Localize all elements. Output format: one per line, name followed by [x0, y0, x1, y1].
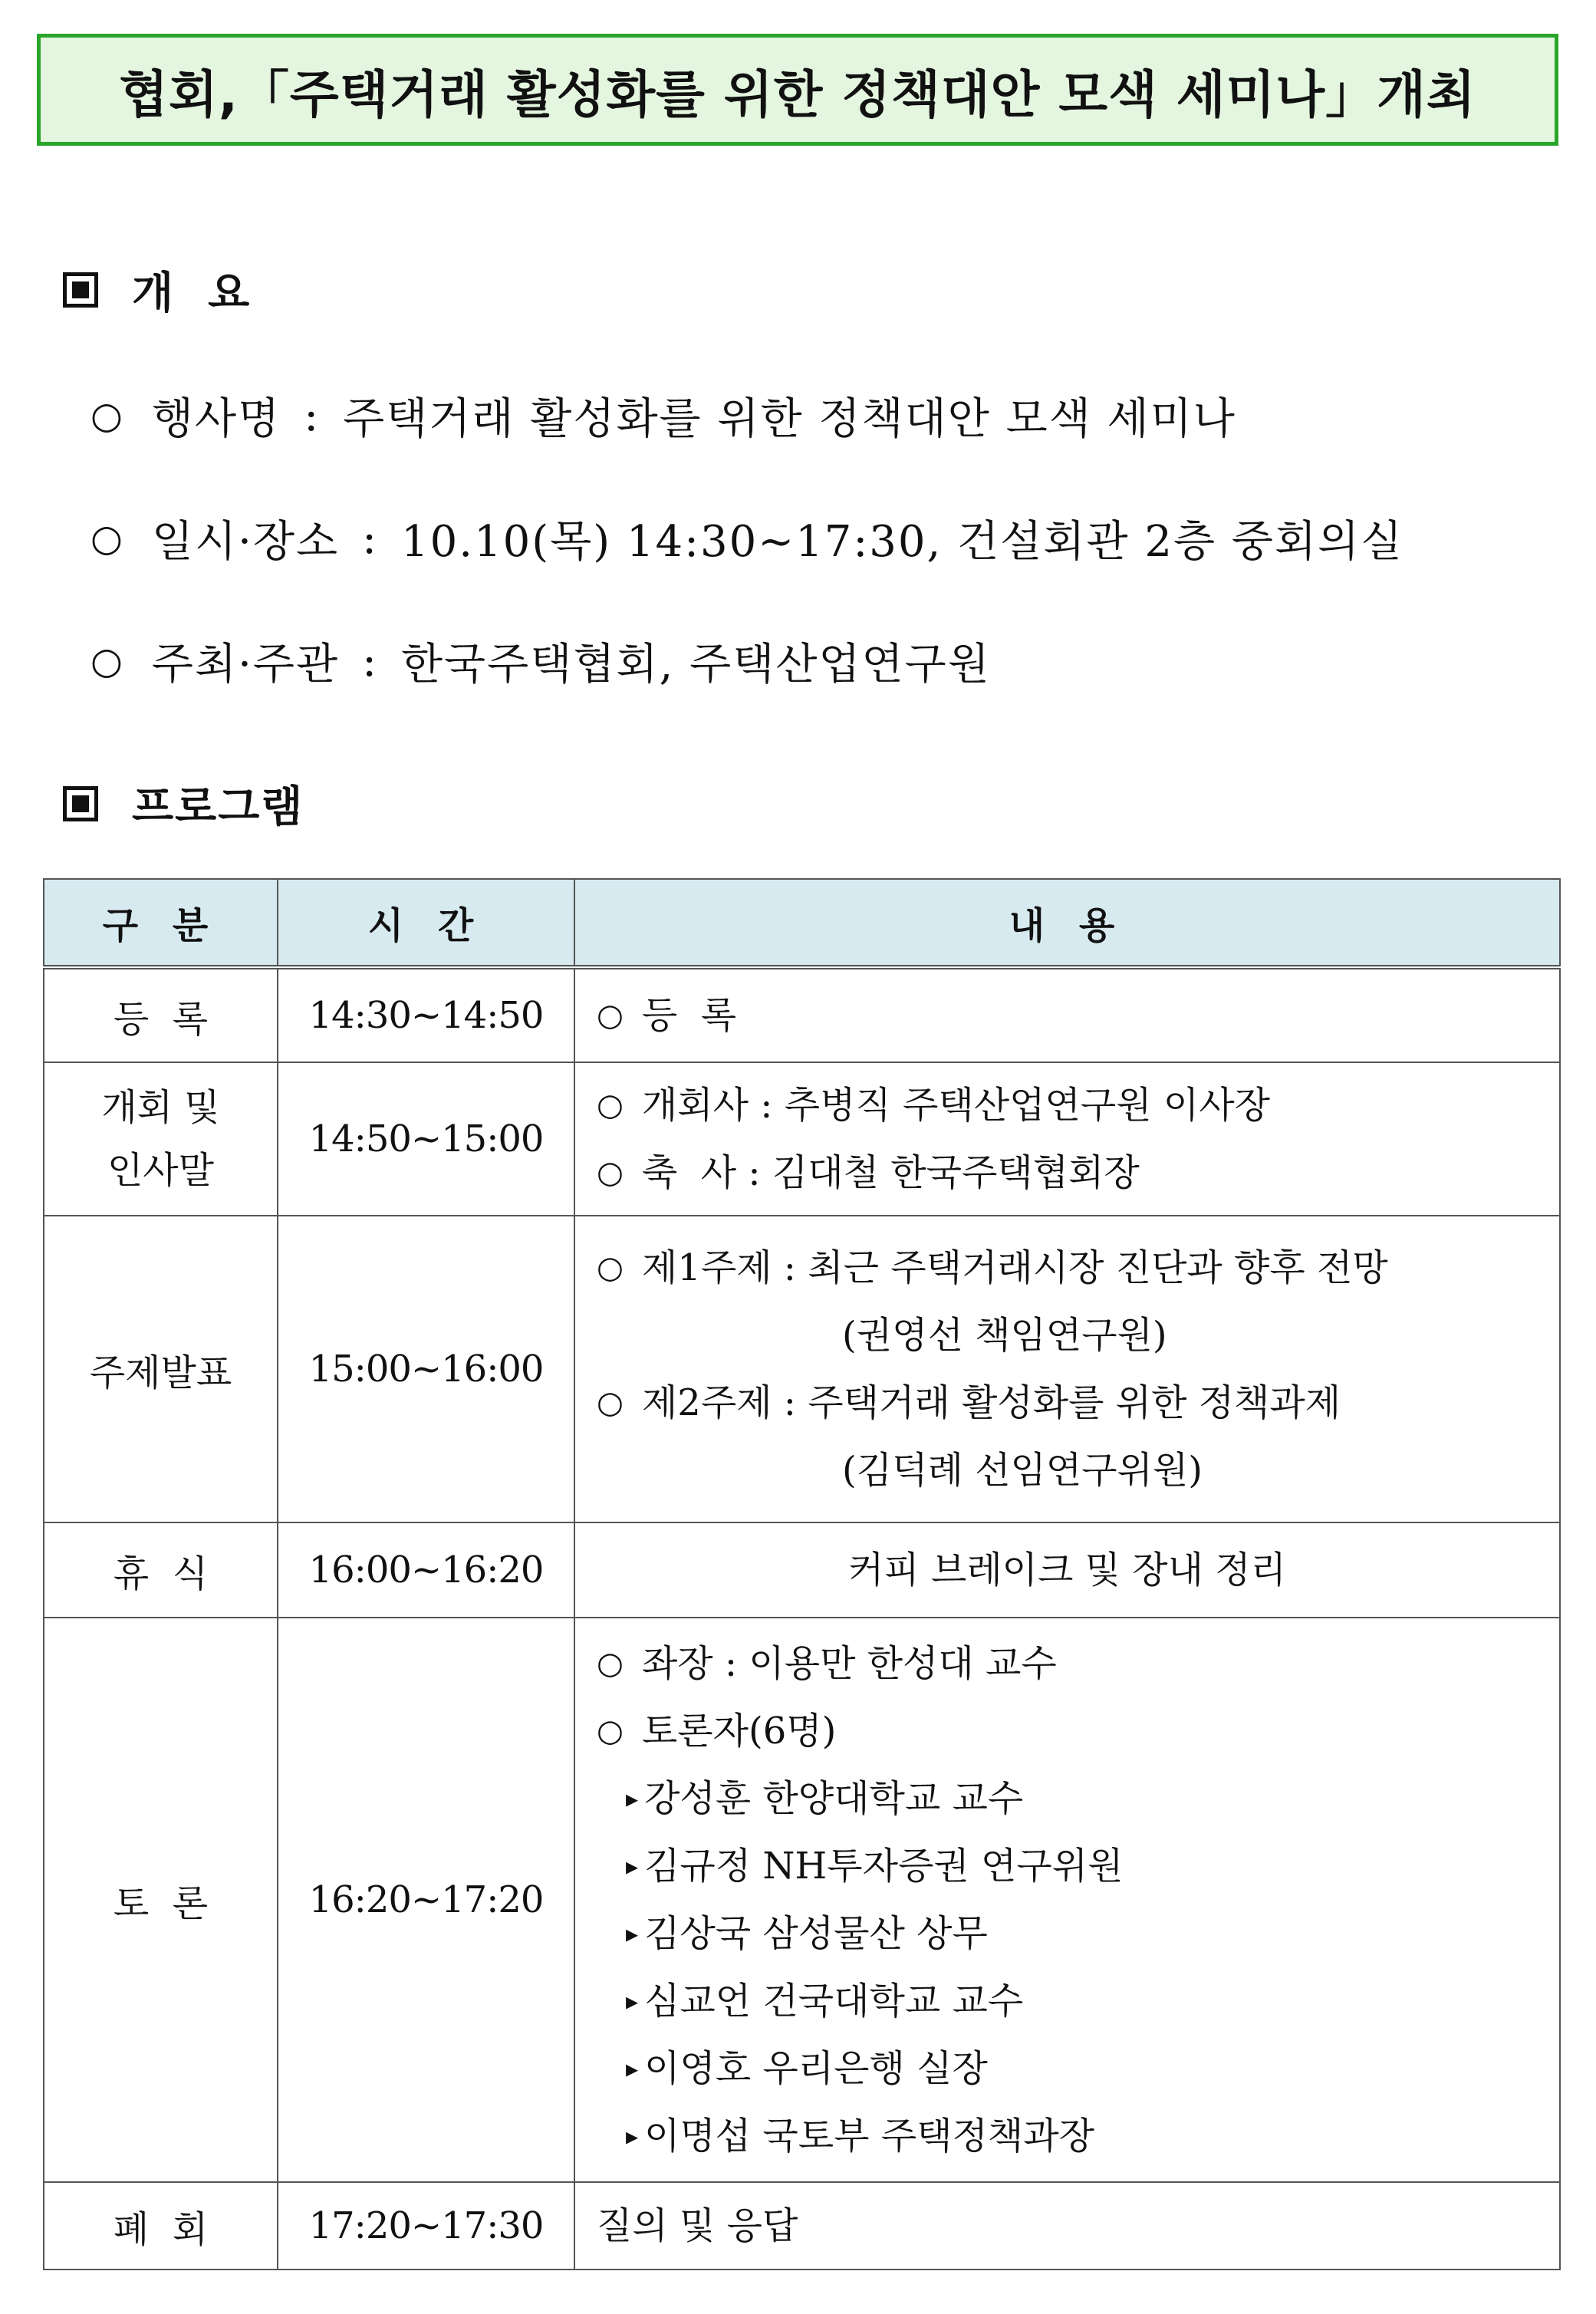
topic-text: 제2주제 : 주택거래 활성화를 위한 정책과제 [641, 1381, 1341, 1424]
square-bullet-icon [63, 272, 98, 308]
circle-bullet-icon: ○ [597, 998, 624, 1033]
program-table [43, 878, 1561, 2270]
time-cell: 16:00~16:20 [278, 1522, 574, 1618]
circle-bullet-icon: ○ [597, 1646, 624, 1681]
content-text: 질의 및 응답 [597, 2204, 798, 2247]
overview-label: 행사명 [151, 394, 281, 444]
colon: : [362, 513, 378, 564]
program-heading [63, 773, 304, 834]
triangle-bullet-icon: ▸ [626, 2054, 639, 2083]
time-cell: 16:20~17:20 [278, 1618, 574, 2182]
triangle-bullet-icon: ▸ [626, 2121, 639, 2151]
column-header: 시 간 [278, 879, 574, 967]
overview-value: 주택거래 활성화를 위한 정책대안 모색 세미나 [343, 394, 1236, 444]
square-bullet-icon [63, 786, 98, 821]
panelist-text: 심교언 건국대학교 교수 [644, 1980, 1024, 2023]
panelist-text: 강성훈 한양대학교 교수 [644, 1777, 1024, 1820]
circle-bullet-icon: ○ [597, 1088, 624, 1123]
section-cell: 토 론 [44, 1618, 278, 2182]
circle-bullet-icon: ○ [90, 517, 124, 560]
content-cell [574, 1522, 1560, 1618]
colon: : [304, 390, 321, 441]
overview-item-datetime [90, 508, 1403, 569]
triangle-bullet-icon: ▸ [626, 1852, 639, 1881]
overview-heading [63, 259, 251, 321]
circle-bullet-icon: ○ [597, 1250, 624, 1285]
panelist-text: 김상국 삼성물산 상무 [644, 1912, 988, 1955]
panel-label: 토론자(6명) [641, 1710, 837, 1753]
section-line: 인사말 [107, 1149, 215, 1192]
title-box [37, 34, 1558, 146]
table-header-row [44, 879, 1560, 967]
presenter-text: (권영선 책임연구원) [842, 1314, 1167, 1357]
overview-label: 일시·장소 [151, 517, 340, 567]
circle-bullet-icon: ○ [597, 1713, 624, 1749]
content-text: 개회사 : 추병직 주택산업연구원 이사장 [641, 1084, 1270, 1127]
table-row [44, 2182, 1560, 2270]
content-cell [574, 1216, 1560, 1522]
triangle-bullet-icon: ▸ [626, 1784, 639, 1813]
chair-text: 좌장 : 이용만 한성대 교수 [641, 1642, 1057, 1685]
content-text: 커피 브레이크 및 장내 정리 [847, 1549, 1287, 1591]
circle-bullet-icon: ○ [597, 1155, 624, 1190]
table-row [44, 1618, 1560, 2182]
overview-label: 주최·주관 [151, 640, 340, 690]
circle-bullet-icon: ○ [90, 640, 124, 683]
presenter-text: (김덕례 선임연구위원) [842, 1449, 1203, 1492]
overview-value: 한국주택협회, 주택산업연구원 [400, 640, 991, 690]
panelist-text: 이명섭 국토부 주택정책과장 [644, 2115, 1094, 2158]
column-header: 구 분 [44, 879, 278, 967]
content-cell [574, 1618, 1560, 2182]
table-row [44, 967, 1560, 1062]
section-cell: 폐 회 [44, 2182, 278, 2270]
topic-text: 제1주제 : 최근 주택거래시장 진단과 향후 전망 [641, 1246, 1388, 1289]
circle-bullet-icon: ○ [597, 1385, 624, 1420]
content-text: 등 록 [641, 994, 737, 1037]
program-heading-text: 프로그램 [132, 782, 304, 832]
triangle-bullet-icon: ▸ [626, 1919, 639, 1948]
section-cell: 휴 식 [44, 1522, 278, 1618]
content-text: 축 사 : 김대철 한국주택협회장 [641, 1151, 1140, 1194]
section-cell [44, 1062, 278, 1216]
overview-item-host [90, 630, 991, 692]
overview-item-event [90, 385, 1236, 446]
overview-heading-text: 개 요 [132, 268, 252, 318]
section-cell: 주제발표 [44, 1216, 278, 1522]
content-cell [574, 2182, 1560, 2270]
time-cell: 17:20~17:30 [278, 2182, 574, 2270]
panelist-text: 김규정 NH투자증권 연구위원 [644, 1845, 1124, 1888]
content-cell [574, 967, 1560, 1062]
circle-bullet-icon: ○ [90, 394, 124, 437]
section-cell: 등 록 [44, 967, 278, 1062]
page-title: 협회,「주택거래 활성화를 위한 정책대안 모색 세미나」개최 [119, 64, 1476, 124]
table-row [44, 1062, 1560, 1216]
section-line: 개회 및 [101, 1086, 220, 1129]
column-header: 내 용 [574, 879, 1560, 967]
overview-value: 10.10(목) 14:30~17:30, 건설회관 2층 중회의실 [400, 517, 1404, 567]
triangle-bullet-icon: ▸ [626, 1986, 639, 2016]
table-row [44, 1216, 1560, 1522]
colon: : [362, 636, 378, 686]
table-row [44, 1522, 1560, 1618]
panelist-text: 이영호 우리은행 실장 [644, 2047, 988, 2090]
time-cell: 14:50~15:00 [278, 1062, 574, 1216]
time-cell: 15:00~16:00 [278, 1216, 574, 1522]
time-cell: 14:30~14:50 [278, 967, 574, 1062]
content-cell [574, 1062, 1560, 1216]
